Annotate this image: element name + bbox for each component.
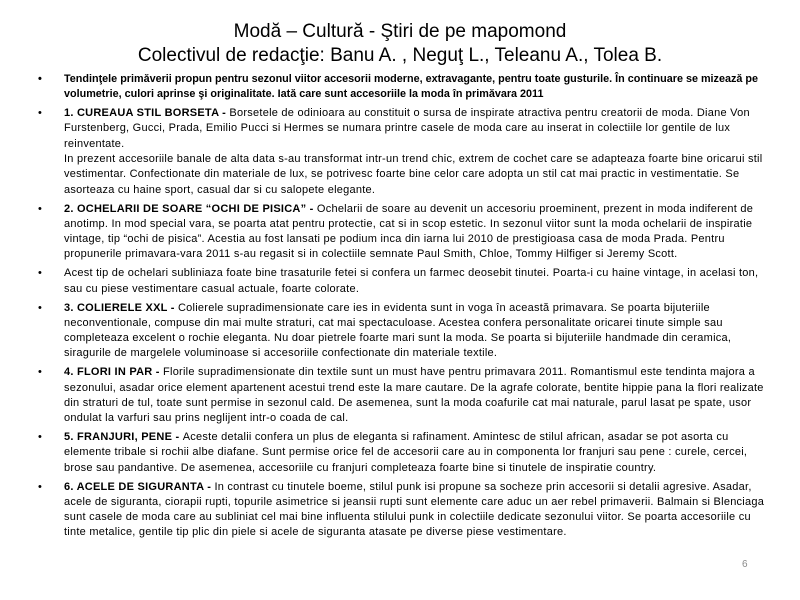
- page-number: 6: [742, 559, 748, 570]
- item-text: Ochelarii de soare au devenit un accesoriu proeminent, prezent in moda indiferent de anotimp. In mod special vara, se poarta atat pentru protectie, cat si in scop estetic. In sezonul viitor sunt la moda ochelarii de inspiratie vintage, tip “ochi de pisica”. Acestia au fost lansati pe podium inca din iarna lui 2010 de prestigioasa casa de moda Prada. Pentru propunerile primavara-vara 2011 s-au regasit si in colectiile semnate Paul Smith, Chloe, Tommy Hilfiger si Jeremy Scott.: [64, 202, 754, 261]
- accessory-item: [38, 430, 768, 476]
- accessory-item: [38, 266, 768, 297]
- slide-title: [20, 20, 780, 68]
- bullet-icon: •: [38, 301, 43, 314]
- item-body: [64, 430, 768, 476]
- item-paragraph: [64, 480, 768, 541]
- item-text: Acest tip de ochelari subliniaza foate bine trasaturile fetei si confera un farmec deosebit tinutei. Poarta-i cu haine vintage, in acelasi ton, sau cu piese vestimentare casual actuale, foarte colorate.: [64, 267, 759, 295]
- item-body: [64, 266, 768, 297]
- item-text: In contrast cu tinutele boeme, stilul punk isi propune sa socheze prin accesorii si detalii agresive. Asadar, acele de siguranta, ciorapii rupti, topurile asimetrice si jeansii rupti sunt elemente care aduc un aer rebel primaverii. Balmain si Blenciaga sunt casele de moda care au subliniat cel mai bine influenta stilului punk in colectiile dedicate sezonului viitor. Se poarta accesoriile cu tinte metalice, gentile tip plic din piele si acele de siguranta atasate pe diverse piese vestimentare.: [64, 480, 765, 539]
- item-heading: 5. FRANJURI, PENE -: [64, 431, 183, 444]
- item-body: [64, 301, 768, 362]
- item-paragraph: [64, 365, 768, 426]
- intro-text: Tendinţele primăverii propun pentru sezonul viitor accesorii moderne, extravagante, pentru toate gusturile. În continuare se mizează pe volumetrie, culori aprinse şi originalitate. Iată care sunt accesoriile la moda în primăvara 2011: [64, 73, 758, 101]
- item-heading: 4. FLORI IN PAR -: [64, 366, 164, 379]
- item-heading: 2. OCHELARII DE SOARE “OCHI DE PISICA” -: [64, 202, 317, 215]
- item-paragraph: [64, 266, 768, 297]
- item-paragraph: [64, 430, 768, 476]
- title-line-1: Modă – Cultură - Ştiri de pe mapomond: [233, 21, 567, 42]
- item-heading: 6. ACELE DE SIGURANTA -: [64, 480, 215, 493]
- item-text: Borsetele de odinioara au constituit o sursa de inspirate atractiva pentru creatorii de moda. Diane Von Furstenberg, Gucci, Prada, Emilio Pucci si Hermes se numara printre casele de moda care au inserat in colectiile lor gentile de lux reinventate.: [64, 107, 750, 150]
- accessory-item: [38, 202, 768, 263]
- accessory-item: [38, 106, 768, 198]
- item-paragraph: [64, 301, 768, 362]
- item-text: Florile supradimensionate din textile sunt un must have pentru primavara 2011. Romantismul este tendinta majora a sezonului, asadar orice element apartenent acestui trend este la mare cautare. De la agrafe colorate, bentite hippie pana la flori realizate din straturi de tul, toate sunt permise in sezonul cald. De asemenea, sunt la moda coafurile cat mai naturale, parul lasat pe spate, usor ondulat la varfuri sau prins neglijent intr-o coada de cal.: [64, 366, 764, 425]
- bullet-list: [38, 72, 768, 544]
- item-paragraph: [64, 106, 768, 152]
- item-text: Colierele supradimensionate care ies in evidenta sunt in voga în această primavara. Se poarta bijuteriile neconventionale, compuse din mai multe straturi, cat mai spectaculoase. Acestea confera personalitate oricarei tinute simple sau completeaza excelent o rochie eleganta. Nu doar pietrele foarte mari sunt la moda. Se poarta si bijuteriile handmade din ceramica, siragurile de margelele voluminoase si accesoriile confectionate din materiale textile.: [64, 301, 732, 360]
- bullet-icon: •: [38, 480, 43, 493]
- title-line-2: Colectivul de redacţie: Banu A. , Neguţ L., Teleanu A., Tolea B.: [137, 45, 663, 66]
- item-body: [64, 202, 768, 263]
- item-body: [64, 480, 768, 541]
- bullet-icon: •: [38, 431, 43, 444]
- accessory-item: [38, 365, 768, 426]
- bullet-icon: •: [38, 366, 43, 379]
- item-text: Aceste detalii confera un plus de eleganta si rafinament. Amintesc de stilul african, asadar se pot asorta cu elemente tribale si rochii albe diafane. Sunt permise orice fel de accesorii care au in componenta lor franjuri sau pene : curele, cercei, brose sau pandantive. De asemenea, accesoriile cu franjuri completeaza foarte bine si tinutele de inspiratie country.: [64, 431, 748, 474]
- item-body: [64, 106, 768, 198]
- item-heading: 1. CUREAUA STIL BORSETA -: [64, 107, 230, 120]
- item-text: In prezent accesoriile banale de alta data s-au transformat intr-un trend chic, extrem de cochet care se adapteaza foarte bine oricarui stil vestimentar. Confectionate din materiale de lux, se potrivesc foarte bine celor care adopta un stil cat mai practic in vestimentatie. Se asorteaza cu haine sport, casual dar si cu salopete elegante.: [64, 153, 763, 196]
- item-paragraph: [64, 152, 768, 198]
- item-body: [64, 365, 768, 426]
- intro-bullet: [38, 72, 768, 103]
- accessory-item: [38, 480, 768, 541]
- bullet-icon: •: [38, 202, 43, 215]
- bullet-icon: •: [38, 107, 43, 120]
- bullet-icon: •: [38, 73, 42, 85]
- item-heading: 3. COLIERELE XXL -: [64, 301, 178, 314]
- bullet-icon: •: [38, 267, 43, 280]
- accessory-item: [38, 301, 768, 362]
- item-paragraph: [64, 202, 768, 263]
